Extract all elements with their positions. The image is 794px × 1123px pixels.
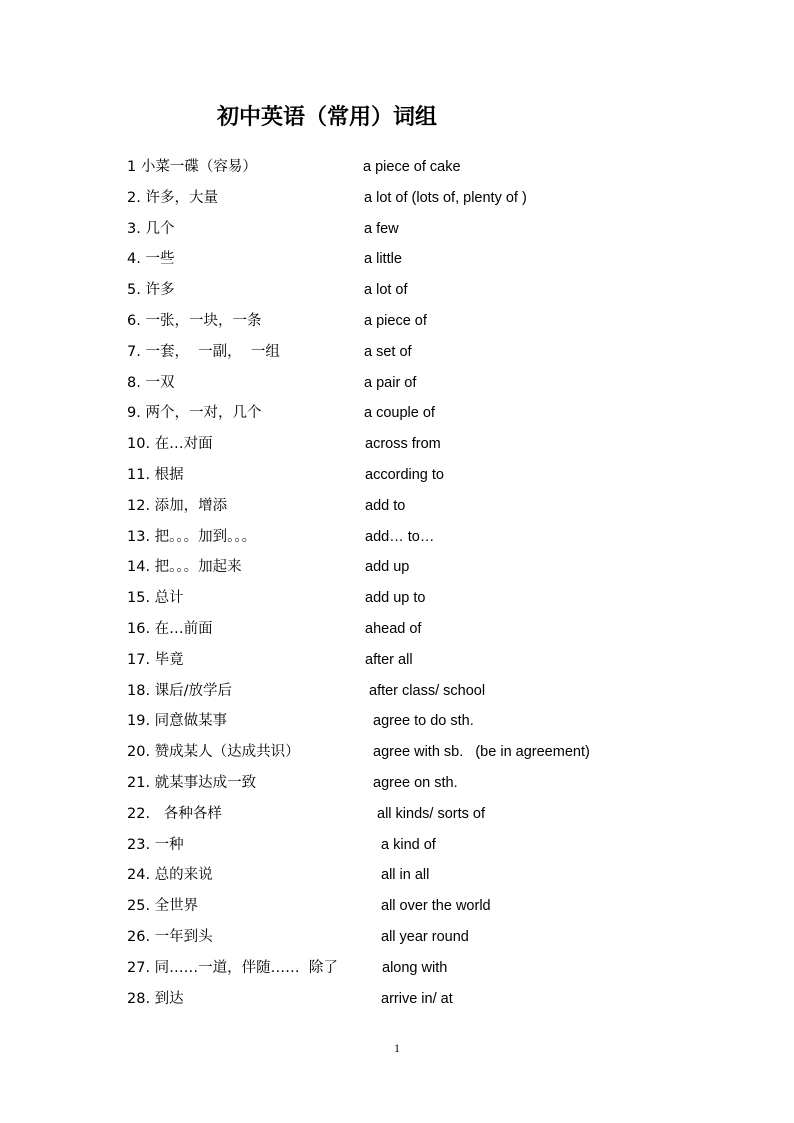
phrase-chinese: 23. 一种 xyxy=(127,836,184,853)
phrase-chinese: 28. 到达 xyxy=(127,990,184,1007)
phrase-english: ahead of xyxy=(365,620,422,637)
phrase-entry xyxy=(0,956,794,987)
phrase-english: after all xyxy=(365,651,413,668)
phrase-entry xyxy=(0,371,794,402)
phrase-english: a little xyxy=(364,251,402,268)
phrase-entry xyxy=(0,247,794,278)
phrase-english: across from xyxy=(365,436,441,453)
phrase-english: add… to… xyxy=(365,528,435,545)
phrase-chinese: 14. 把。。。加起来 xyxy=(127,559,242,576)
phrase-entry xyxy=(0,833,794,864)
phrase-chinese: 5. 许多 xyxy=(127,282,175,299)
phrase-chinese: 25. 全世界 xyxy=(127,898,199,915)
phrase-chinese: 3. 几个 xyxy=(127,220,175,237)
phrase-chinese: 21. 就某事达成一致 xyxy=(127,774,257,791)
phrase-chinese: 18. 课后/放学后 xyxy=(127,682,233,699)
phrase-english: a lot of (lots of, plenty of ) xyxy=(364,189,527,206)
phrase-english: a few xyxy=(364,220,399,237)
phrase-english: a set of xyxy=(364,343,412,360)
phrase-entry xyxy=(0,278,794,309)
phrase-entry xyxy=(0,925,794,956)
phrase-english: add up to xyxy=(365,590,426,607)
phrase-english: along with xyxy=(382,959,448,976)
phrase-chinese: 10. 在…对面 xyxy=(127,436,213,453)
phrase-chinese: 11. 根据 xyxy=(127,466,184,483)
phrase-english: agree with sb. (be in agreement) xyxy=(373,744,590,761)
phrase-chinese: 6. 一张，一块，一条 xyxy=(127,312,262,329)
phrase-english: a piece of xyxy=(364,312,427,329)
phrase-english: according to xyxy=(365,466,444,483)
phrase-entry xyxy=(0,740,794,771)
phrase-chinese: 17. 毕竟 xyxy=(127,651,184,668)
phrase-english: all over the world xyxy=(381,898,491,915)
phrase-entry xyxy=(0,340,794,371)
phrase-entry xyxy=(0,525,794,556)
phrase-entry xyxy=(0,987,794,1018)
phrase-entry xyxy=(0,401,794,432)
phrase-chinese: 2. 许多，大量 xyxy=(127,189,218,206)
phrase-english: agree to do sth. xyxy=(373,713,474,730)
phrase-english: after class/ school xyxy=(369,682,486,699)
phrase-list xyxy=(0,155,794,1017)
phrase-chinese: 13. 把。。。加到。。。 xyxy=(127,528,257,545)
phrase-entry xyxy=(0,802,794,833)
phrase-english: arrive in/ at xyxy=(381,990,453,1007)
phrase-chinese: 27. 同……一道，伴随…… 除了 xyxy=(127,959,338,976)
phrase-chinese: 8. 一双 xyxy=(127,374,175,391)
phrase-entry xyxy=(0,709,794,740)
phrase-chinese: 22. 各种各样 xyxy=(127,805,222,822)
phrase-english: a pair of xyxy=(364,374,417,391)
phrase-entry xyxy=(0,155,794,186)
phrase-chinese: 1 小菜一碟（容易） xyxy=(127,159,257,175)
phrase-english: a lot of xyxy=(364,282,408,299)
phrase-english: add up xyxy=(365,559,410,576)
phrase-entry xyxy=(0,586,794,617)
page-number: 1 xyxy=(394,1041,400,1055)
phrase-chinese: 9. 两个，一对，几个 xyxy=(127,405,262,422)
phrase-english: a piece of cake xyxy=(363,159,461,175)
phrase-entry xyxy=(0,463,794,494)
phrase-entry xyxy=(0,186,794,217)
phrase-entry xyxy=(0,432,794,463)
phrase-entry xyxy=(0,894,794,925)
phrase-english: a kind of xyxy=(381,836,436,853)
phrase-chinese: 19. 同意做某事 xyxy=(127,713,228,730)
phrase-english: a couple of xyxy=(364,405,435,422)
phrase-chinese: 7. 一套， 一副， 一组 xyxy=(127,343,280,360)
phrase-entry xyxy=(0,309,794,340)
phrase-english: all kinds/ sorts of xyxy=(377,805,485,822)
phrase-chinese: 24. 总的来说 xyxy=(127,867,213,884)
phrase-entry xyxy=(0,555,794,586)
phrase-chinese: 20. 赞成某人（达成共识） xyxy=(127,744,300,761)
phrase-entry xyxy=(0,494,794,525)
phrase-chinese: 4. 一些 xyxy=(127,251,175,268)
phrase-chinese: 15. 总计 xyxy=(127,590,184,607)
phrase-english: add to xyxy=(365,497,406,514)
phrase-entry xyxy=(0,863,794,894)
phrase-chinese: 12. 添加，增添 xyxy=(127,497,228,514)
phrase-english: all in all xyxy=(381,867,430,884)
phrase-entry xyxy=(0,771,794,802)
phrase-english: agree on sth. xyxy=(373,774,458,791)
phrase-entry xyxy=(0,217,794,248)
phrase-chinese: 26. 一年到头 xyxy=(127,928,213,945)
phrase-entry xyxy=(0,679,794,710)
document-title: 初中英语（常用）词组 xyxy=(217,104,438,130)
phrase-entry xyxy=(0,617,794,648)
phrase-english: all year round xyxy=(381,928,469,945)
phrase-chinese: 16. 在…前面 xyxy=(127,620,213,637)
phrase-entry xyxy=(0,648,794,679)
